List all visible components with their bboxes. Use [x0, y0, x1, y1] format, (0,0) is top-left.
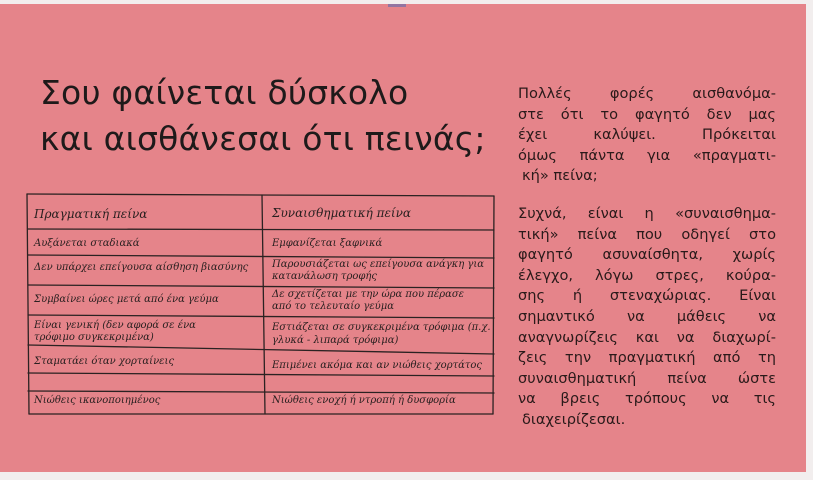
- table-left-border: [27, 194, 29, 414]
- text-line: έχει καλύψει. Πρόκειται: [518, 126, 776, 144]
- table-row-divider: [28, 391, 494, 393]
- text-line: διαχειρίζεσαι.: [522, 410, 626, 428]
- text-line: Πολλές φορές αισθανόμα-: [518, 85, 776, 102]
- table-cell-physical: Αυξάνεται σταδιακά: [34, 238, 140, 249]
- text-line: συναισθηματική πείνα ώστε: [518, 369, 776, 387]
- table-cell-physical: τρόφιμο συγκεκριμένα): [34, 332, 154, 343]
- table-row-divider: [28, 345, 494, 354]
- text-line: στε ότι το φαγητό δεν μας: [518, 105, 776, 123]
- table-row-divider: [28, 373, 494, 376]
- table-row-divider: [28, 255, 494, 258]
- text-line: αναγνωρίζεις και να διαχωρί-: [518, 328, 776, 346]
- headline-line-2: και αισθάνεσαι ότι πεινάς;: [40, 119, 486, 159]
- text-line: έλεγχο, λόγω στρες, κούρα-: [518, 266, 776, 284]
- table-cell-physical: Είναι γενική (δεν αφορά σε ένα: [34, 320, 196, 331]
- text-line: Συχνά, είναι η «συναισθημα-: [518, 204, 776, 222]
- header-emotional-hunger: Συναισθηματική πείνα: [272, 206, 412, 220]
- table-cell-physical: Νιώθεις ικανοποιημένος: [34, 395, 161, 406]
- table-row-divider: [28, 315, 494, 318]
- hunger-comparison-table: [24, 192, 496, 418]
- table-top-border: [27, 194, 494, 196]
- table-cell-emotional: γλυκά - λιπαρά τρόφιμα): [272, 335, 399, 346]
- text-line: φαγητό ασυναίσθητα, χωρίς: [518, 246, 776, 264]
- table-right-border: [493, 196, 494, 414]
- headline: [40, 70, 520, 162]
- table-cell-physical: Συμβαίνει ώρες μετά από ένα γεύμα: [34, 294, 219, 305]
- text-line: σης ή στεναχώριας. Είναι: [518, 287, 776, 305]
- table-row-divider: [28, 285, 494, 288]
- table-cell-emotional: κατανάλωση τροφής: [272, 271, 377, 282]
- text-line: κή» πείνα;: [522, 167, 598, 185]
- table-cell-emotional: Εμφανίζεται ξαφνικά: [272, 238, 383, 249]
- table-cell-emotional: Παρουσιάζεται ως επείγουσα ανάγκη για: [272, 259, 485, 270]
- text-line: ζεις την πραγματική από τη: [518, 349, 776, 367]
- side-text: [518, 84, 776, 431]
- page: [0, 4, 806, 472]
- headline-line-1: Σου φαίνεται δύσκολο: [40, 73, 409, 113]
- text-line: να βρεις τρόπους να τις: [518, 390, 776, 408]
- side-paragraph-1: [518, 84, 776, 187]
- table-cell-emotional: Επιμένει ακόμα και αν νιώθεις χορτάτος: [272, 360, 483, 371]
- table-cell-emotional: Νιώθεις ενοχή ή ντροπή ή δυσφορία: [272, 395, 456, 406]
- text-line: σημαντικό να μάθεις να: [518, 307, 776, 325]
- table-header-divider: [28, 229, 494, 230]
- side-paragraph-2: [518, 204, 776, 431]
- table-column-divider: [262, 195, 265, 414]
- table-cell-physical: Δεν υπάρχει επείγουσα αίσθηση βιασύνης: [34, 262, 249, 273]
- table-cell-physical: Σταματάει όταν χορταίνεις: [34, 356, 175, 367]
- top-mark: [388, 4, 406, 7]
- text-line: τική» πείνα που οδηγεί στο: [518, 225, 776, 243]
- table-cell-emotional: από το τελευταίο γεύμα: [272, 301, 395, 312]
- table-cell-emotional: Δε σχετίζεται με την ώρα που πέρασε: [272, 289, 465, 300]
- text-line: όμως πάντα για «πραγματι-: [518, 146, 776, 164]
- table-cell-emotional: Εστιάζεται σε συγκεκριμένα τρόφιμα (π.χ.: [272, 322, 491, 333]
- header-physical-hunger: Πραγματική πείνα: [34, 207, 148, 221]
